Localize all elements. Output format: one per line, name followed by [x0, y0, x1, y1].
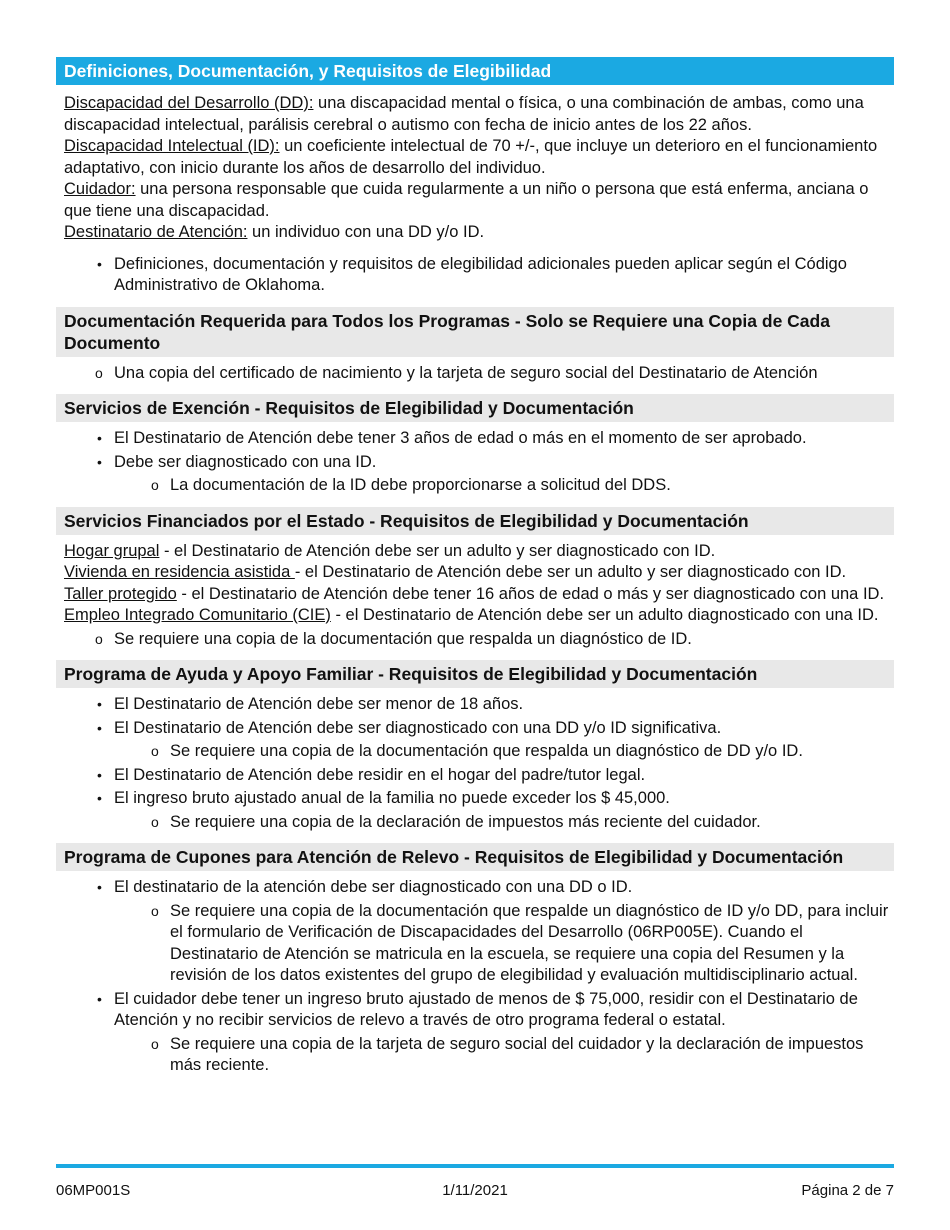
sub-list-item: o Se requiere una copia de la documentación que respalda un diagnóstico de DD y/o ID.: [56, 741, 894, 763]
list-item: o Una copia del certificado de nacimiento y la tarjeta de seguro social del Destinatario de Atención: [56, 363, 894, 385]
section-heading-respite: Programa de Cupones para Atención de Relevo - Requisitos de Elegibilidad y Documentación: [56, 843, 894, 871]
state-service-item: [64, 605, 894, 627]
footer-divider: [56, 1164, 894, 1168]
list-item: • El Destinatario de Atención debe ser menor de 18 años.: [56, 694, 894, 716]
definition-term: Discapacidad Intelectual (ID):: [64, 137, 280, 155]
list-item: • Definiciones, documentación y requisitos de elegibilidad adicionales pueden aplicar según el Código Administrativo de Oklahoma.: [56, 254, 894, 297]
service-text: - el Destinatario de Atención debe ser un adulto diagnosticado con una ID.: [330, 606, 879, 624]
state-service-item: [64, 562, 894, 584]
state-services-block: [56, 541, 894, 627]
sub-list-item: o Se requiere una copia de la tarjeta de seguro social del cuidador y la declaración de impuestos más reciente.: [56, 1034, 894, 1077]
definition-caregiver: [64, 179, 894, 222]
list-item: • Debe ser diagnosticado con una ID.: [56, 452, 894, 474]
footer-date: 1/11/2021: [442, 1182, 508, 1199]
waiver-list: [56, 428, 894, 497]
service-text: - el Destinatario de Atención debe ser un adulto y ser diagnosticado con ID.: [294, 563, 847, 581]
list-item: • El Destinatario de Atención debe tener 3 años de edad o más en el momento de ser aprobado.: [56, 428, 894, 450]
definition-text: una discapacidad mental o física, o una combinación de ambas, como una discapacidad intelectual, parálisis cerebral o autismo con fecha de inicio antes de los 22 años.: [64, 94, 864, 134]
definition-id: [64, 136, 894, 179]
definitions-block: [56, 93, 894, 244]
state-service-item: [64, 541, 894, 563]
definition-term: Destinatario de Atención:: [64, 223, 248, 241]
section-heading-docs: Documentación Requerida para Todos los Programas - Solo se Requiere una Copia de Cada Documento: [56, 307, 894, 357]
service-text: - el Destinatario de Atención debe ser un adulto y ser diagnosticado con ID.: [159, 541, 716, 560]
sub-list-item: o La documentación de la ID debe proporcionarse a solicitud del DDS.: [56, 475, 894, 497]
service-term: Vivienda en residencia asistida: [64, 563, 295, 581]
list-item: • El ingreso bruto ajustado anual de la familia no puede exceder los $ 45,000.: [56, 788, 894, 810]
service-text: - el Destinatario de Atención debe tener 16 años de edad o más y ser diagnosticado con una ID.: [176, 584, 885, 603]
page-number: Página 2 de 7: [801, 1182, 894, 1199]
list-item: o Se requiere una copia de la documentación que respalda un diagnóstico de ID.: [56, 629, 894, 651]
definitions-note-list: [56, 254, 894, 297]
respite-list: [56, 877, 894, 1077]
docs-list: [56, 363, 894, 385]
definition-dd: [64, 93, 894, 136]
definition-term: Discapacidad del Desarrollo (DD):: [64, 94, 314, 112]
section-heading-state: Servicios Financiados por el Estado - Requisitos de Elegibilidad y Documentación: [56, 507, 894, 535]
list-item: • El destinatario de la atención debe ser diagnosticado con una DD o ID.: [56, 877, 894, 899]
sub-list-item: o Se requiere una copia de la declaración de impuestos más reciente del cuidador.: [56, 812, 894, 834]
list-item: • El Destinatario de Atención debe ser diagnosticado con una DD y/o ID significativa.: [56, 718, 894, 740]
service-term: Taller protegido: [64, 584, 177, 603]
definition-term: Cuidador:: [64, 180, 136, 198]
list-item: • El cuidador debe tener un ingreso bruto ajustado de menos de $ 75,000, residir con el Destinatario de Atención y no recibir servicios de relevo a través de otro programa federal o estatal.: [56, 989, 894, 1032]
family-list: [56, 694, 894, 833]
service-term: Hogar grupal: [64, 541, 160, 560]
definition-text: un individuo con una DD y/o ID.: [247, 223, 485, 241]
sub-list-item: o Se requiere una copia de la documentación que respalde un diagnóstico de ID y/o DD, para incluir el formulario de Verificación de Discapacidades del Desarrollo (06RP005E). Cuando el Destinatario de Atención se matricula en la escuela, se requiere una copia del Resumen y la revisión de los datos existentes del grupo de elegibilidad y evaluación multidisciplinario actual.: [56, 901, 894, 987]
list-item: • El Destinatario de Atención debe residir en el hogar del padre/tutor legal.: [56, 765, 894, 787]
section-heading-waiver: Servicios de Exención - Requisitos de Elegibilidad y Documentación: [56, 394, 894, 422]
service-term: Empleo Integrado Comunitario (CIE): [64, 606, 331, 624]
state-note-list: [56, 629, 894, 651]
section-heading-family: Programa de Ayuda y Apoyo Familiar - Requisitos de Elegibilidad y Documentación: [56, 660, 894, 688]
state-service-item: [64, 584, 894, 606]
definition-text: una persona responsable que cuida regularmente a un niño o persona que está enferma, anciana o que tiene una discapacidad.: [64, 180, 869, 220]
main-heading: Definiciones, Documentación, y Requisitos de Elegibilidad: [56, 57, 894, 85]
definition-text: un coeficiente intelectual de 70 +/-, que incluye un deterioro en el funcionamiento adaptativo, con inicio durante los años de desarrollo del individuo.: [64, 137, 878, 177]
document-page: [56, 57, 894, 1079]
form-id: 06MP001S: [56, 1182, 131, 1199]
definition-recipient: [64, 222, 894, 244]
